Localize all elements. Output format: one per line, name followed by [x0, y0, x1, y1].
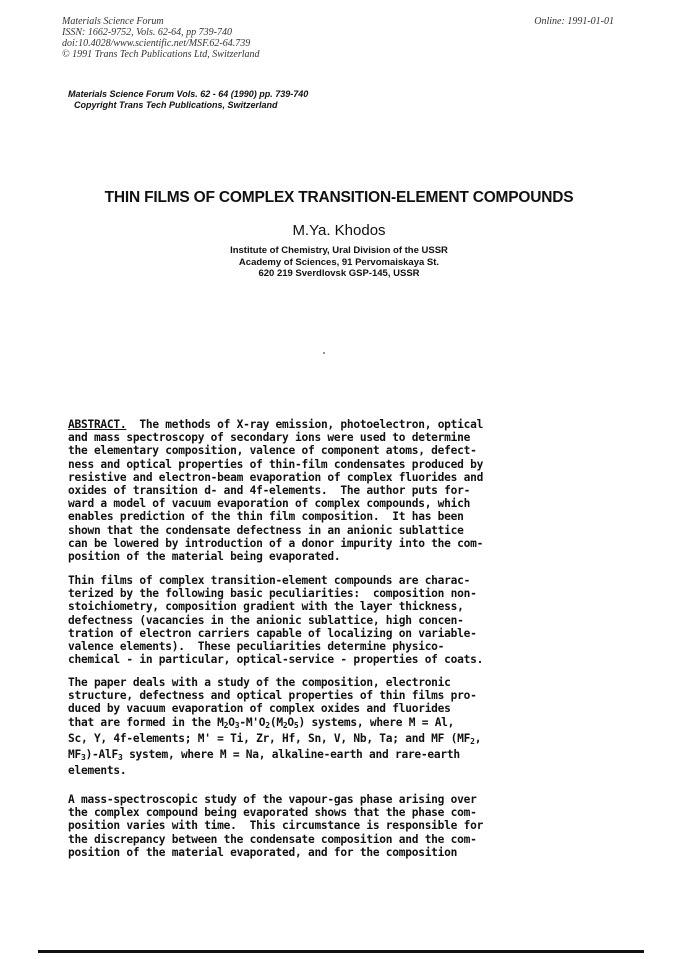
body-line: Sc, Y, 4f-elements; M' = Ti, Zr, Hf, Sn, V, Nb, Ta; and MF ($MF_2$,	[68, 731, 482, 746]
journal-meta	[62, 16, 260, 60]
body-line: chemical - in particular, optical-service - properties of coats.	[68, 653, 484, 667]
paragraph-2	[68, 676, 481, 777]
meta-journal-name: Materials Science Forum	[62, 16, 164, 27]
body-line: terized by the following basic peculiarities: composition non-	[68, 587, 477, 601]
body-line: duced by vacuum evaporation of complex oxides and fluorides	[68, 702, 451, 716]
body-line: defectness (vacancies in the anionic sublattice, high concen-	[68, 613, 464, 627]
body-line: $MF_3)-AlF_3$ system, where M = Na, alkaline-earth and rare-earth	[68, 748, 460, 763]
abstract-line: and mass spectroscopy of secondary ions were used to determine	[68, 431, 471, 445]
abstract-line: resistive and electron-beam evaporation of complex fluorides and	[68, 470, 484, 484]
author-name: M.Ya. Khodos	[292, 222, 386, 239]
body-line: valence elements). These peculiarities determine physico-	[68, 640, 445, 654]
body-line: The paper deals with a study of the composition, electronic	[68, 676, 451, 689]
affiliation-line-1: Institute of Chemistry, Ural Division of the USSR	[230, 245, 448, 256]
body-line: position varies with time. This circumstance is responsible for	[68, 819, 484, 833]
abstract-line: shown that the condensate defectness in an anionic sublattice	[68, 523, 464, 537]
abstract-line: the elementary composition, valence of component atoms, defect-	[68, 444, 477, 458]
body-line: A mass-spectroscopic study of the vapour-gas phase arising over	[68, 793, 477, 806]
body-line: the discrepancy between the condensate composition and the com-	[68, 832, 477, 846]
affiliation-line-2: Academy of Sciences, 91 Pervomaiskaya St.	[238, 256, 440, 268]
abstract-line: ABSTRACT. The methods of X-ray emission, photoelectron, optical	[68, 418, 484, 431]
meta-issn: ISSN: 1662-9752, Vols. 62-64, pp 739-740	[62, 27, 232, 38]
paragraph-3	[68, 793, 483, 859]
stray-dot	[323, 352, 325, 354]
affiliation-line-3: 620 219 Sverdlovsk GSP-145, USSR	[258, 268, 420, 279]
paragraph-1	[68, 574, 483, 666]
abstract-line: can be lowered by introduction of a donor impurity into the com-	[68, 536, 484, 550]
citation-line-1: Materials Science Forum Vols. 62 - 64 (1990) pp. 739-740	[68, 89, 309, 99]
body-line: stoichiometry, composition gradient with the layer thickness,	[68, 600, 464, 614]
abstract-line: position of the material being evaporated.	[68, 550, 341, 564]
bottom-rule	[38, 950, 644, 953]
meta-copyright: © 1991 Trans Tech Publications Ltd, Switzerland	[62, 49, 260, 60]
original-citation	[68, 89, 308, 111]
body-line: Thin films of complex transition-element compounds are charac-	[68, 574, 471, 587]
abstract-line: ness and optical properties of thin-film condensates produced by	[68, 457, 484, 471]
body-line: elements.	[68, 764, 127, 778]
formula-line: that are formed in the $M_2O_3-M'O_2(M_2O_5)$ systems, where M = Al,	[68, 715, 455, 730]
body-line: structure, defectness and optical properties of thin films pro-	[68, 689, 477, 703]
abstract	[68, 418, 483, 563]
online-date: Online: 1991-01-01	[534, 16, 614, 27]
affiliation	[0, 245, 678, 280]
abstract-line: ward a model of vacuum evaporation of complex compounds, which	[68, 497, 471, 511]
body-line: position of the material evaporated, and for the composition	[68, 845, 458, 859]
meta-doi: doi:10.4028/www.scientific.net/MSF.62-64.739	[62, 38, 251, 49]
body-line: the complex compound being evaporated shows that the phase com-	[68, 806, 477, 820]
abstract-label: ABSTRACT.	[68, 418, 127, 431]
citation-line-2: Copyright Trans Tech Publications, Switzerland	[74, 100, 278, 110]
paper-title: THIN FILMS OF COMPLEX TRANSITION-ELEMENT COMPOUNDS	[104, 189, 574, 206]
body-line: tration of electron carriers capable of localizing on variable-	[68, 626, 477, 640]
abstract-line: oxides of transition d- and 4f-elements. The author puts for-	[68, 484, 471, 498]
abstract-line: enables prediction of the thin film composition. It has been	[68, 510, 464, 524]
